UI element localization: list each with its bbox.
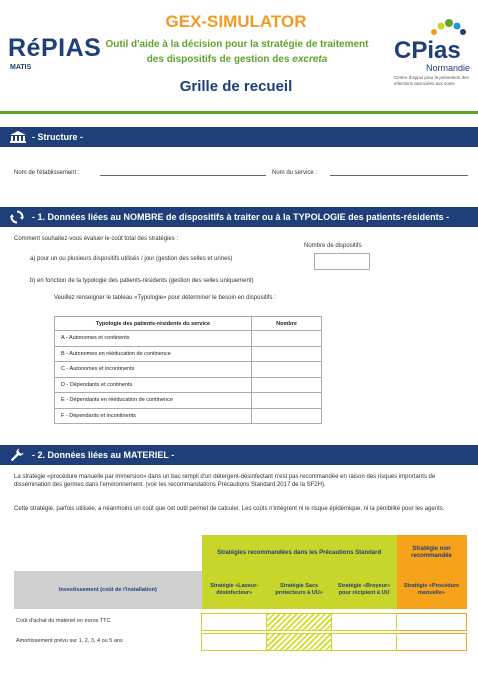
materiel-paragraph-2: Cette stratégie, parfois utilisée, a néanmoins un coût que cet outil permet de calculer. Les coûts n'intègrent ni le risque épidémique, ni la pénibilité pour les agents.	[14, 506, 445, 512]
typologie-row-label: B - Autonomes en rééducation de continence	[55, 346, 252, 362]
section-1-title: - 1. Données liées au NOMBRE de dispositifs à traiter ou à la TYPOLOGIE des patients-résidents -	[32, 212, 450, 222]
strategy-laveur-header: Stratégie «Laveur-désinfecteur»	[202, 571, 267, 609]
typologie-row-label: F - Dépendants et incontinents	[55, 408, 252, 424]
etablissement-field[interactable]	[100, 175, 266, 176]
subtitle-line-1: Outil d'aide à la décision pour la stratégie de traitement	[105, 39, 369, 50]
nombre-cell[interactable]	[252, 346, 322, 362]
nombre-header: Nombre	[252, 317, 322, 331]
section-bar-2	[0, 445, 478, 465]
typologie-row-label: E - Dépendants en rééducation de continence	[55, 393, 252, 409]
nombre-cell[interactable]	[252, 331, 322, 347]
option-b-text: b) en fonction de la typologie des patients-résidents (gestion des selles uniquement)	[30, 278, 254, 284]
cout-achat-manuelle-input[interactable]	[397, 613, 467, 630]
service-field[interactable]	[330, 175, 468, 176]
table-row	[55, 377, 322, 393]
header-divider	[0, 111, 478, 114]
refresh-icon	[10, 210, 28, 224]
table-row	[14, 633, 467, 650]
not-recommended-header: Stratégie non recommandée	[397, 535, 467, 571]
table-row	[55, 393, 322, 409]
building-icon	[10, 131, 28, 143]
cpias-logo-word: CPias	[394, 37, 461, 64]
nombre-cell[interactable]	[252, 362, 322, 378]
table-row	[14, 571, 467, 609]
repias-logo	[8, 34, 102, 80]
typologie-table	[54, 316, 322, 424]
table-row	[55, 408, 322, 424]
table-row	[55, 346, 322, 362]
cout-achat-broyeur-input[interactable]	[332, 613, 397, 630]
page-title: GEX-SIMULATOR	[165, 12, 307, 31]
nombre-cell[interactable]	[252, 393, 322, 409]
strategy-sacs-header: Stratégie Sacs protecteurs à UU»	[267, 571, 332, 609]
table-row	[14, 613, 467, 630]
subtitle-line-2-text: des dispositifs de gestion des	[146, 54, 293, 65]
cpias-logo	[392, 18, 472, 104]
nombre-cell[interactable]	[252, 377, 322, 393]
investissement-header: Investissement (coût de l'installation)	[14, 571, 202, 609]
materiel-paragraph-1: La stratégie «procédure manuelle par immersion» dans un bac rempli d'un détergent-désinfectant n'est pas recommandée en raison des risques importants de dissémination des germes dans l'environnement. (voir les recommandations Précautions Standard 2017 de la SF2H).	[14, 474, 436, 488]
section-bar-structure	[0, 127, 478, 147]
service-label: Nom du service :	[272, 170, 318, 176]
cpias-logo-tagline: Centre d'appui pour la prévention des infections associées aux soins	[394, 75, 469, 86]
typologie-row-label: A - Autonomes et continents	[55, 331, 252, 347]
section-structure-title: - Structure -	[32, 132, 84, 142]
nombre-cell[interactable]	[252, 408, 322, 424]
typologie-row-label: C - Autonomes et incontinents	[55, 362, 252, 378]
investissement-table	[14, 535, 467, 651]
typologie-row-label: D - Dépendants et continents	[55, 377, 252, 393]
strategy-broyeur-header: Stratégie «Broyeur» pour récipient à UU	[332, 571, 397, 609]
recommended-group-header: Stratégies recommandées dans les Précautions Standard	[202, 535, 397, 571]
nombre-dispositifs-label: Nombre de dispositifs	[304, 243, 362, 249]
cout-achat-laveur-input[interactable]	[202, 613, 267, 630]
cpias-dots-icon	[428, 18, 468, 38]
grille-title: Grille de recueil	[179, 78, 293, 95]
option-a-text: a) pour un ou plusieurs dispositifs utilisés / jour (gestion des selles et urines)	[30, 256, 233, 262]
amortissement-sacs-cell	[267, 633, 332, 650]
amortissement-broyeur-input[interactable]	[332, 633, 397, 650]
typologie-header-row	[55, 317, 322, 331]
cpias-logo-region: Normandie	[426, 63, 471, 73]
empty-corner	[14, 535, 202, 571]
strategy-manuelle-header: Stratégie «Procédure manuelle»	[397, 571, 467, 609]
wrench-icon	[10, 448, 28, 462]
amortissement-manuelle-input[interactable]	[397, 633, 467, 650]
repias-logo-word: RéPIAS	[8, 34, 102, 62]
etablissement-label: Nom de l'établissement :	[14, 170, 80, 176]
subtitle-line-2-em: excreta	[292, 54, 328, 65]
cost-question: Comment souhaitez-vous évaluer le coût total des stratégies :	[14, 236, 179, 242]
repias-logo-sub: MATIS	[10, 64, 32, 71]
typologie-instruction: Veuillez renseigner le tableau «Typologie» pour déterminer le besoin en dispositifs :	[54, 295, 276, 301]
amortissement-laveur-input[interactable]	[202, 633, 267, 650]
section-2-title: - 2. Données liées au MATERIEL -	[32, 450, 175, 460]
amortissement-label: Amortissement prévu sur 1, 2, 3, 4 ou 5 ans	[16, 638, 123, 644]
section-bar-1	[0, 207, 478, 227]
cout-achat-sacs-cell	[267, 613, 332, 630]
table-row	[55, 362, 322, 378]
typologie-header: Typologie des patients-résidents du service	[55, 317, 252, 331]
table-row	[55, 331, 322, 347]
table-row	[14, 535, 467, 571]
nombre-dispositifs-input[interactable]	[314, 253, 370, 270]
subtitle-line-2	[96, 52, 378, 67]
page-header	[0, 0, 478, 112]
page-subtitle	[96, 37, 378, 67]
cout-achat-label: Coût d'achat du matériel en euros TTC	[16, 618, 111, 624]
